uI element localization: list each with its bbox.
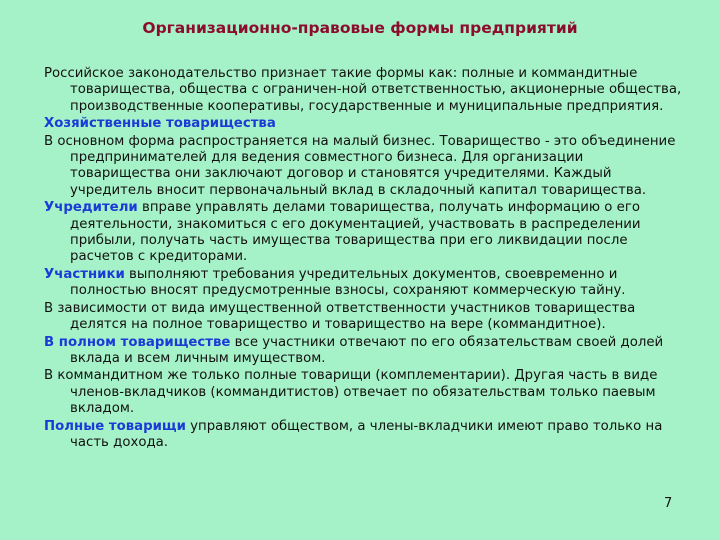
term-founders: Учредители (44, 200, 138, 216)
paragraph-small-business: В основном форма распространяется на малый бизнес. Товарищество - это объединение предпринимателей для ведения совместного бизнеса. Для организации товарищества они заключают договор и становятся учредителями. Каждый учредитель вносит первоначальный вклад в складочный капитал товарищества. (44, 133, 676, 198)
full-partners-text: управляют обществом, а члены-вкладчики имеют право только на часть дохода. (70, 418, 663, 450)
participants-text: выполняют требования учредительных документов, своевременно и полностью вносят предусмотренные взносы, сохраняют коммерческую тайну. (70, 266, 626, 299)
paragraph-full-partners (44, 419, 684, 452)
term-full-partners: Полные товарищи (44, 418, 186, 434)
slide-title: Организационно-правовые формы предприятий (142, 19, 578, 37)
page-number: 7 (664, 496, 673, 511)
paragraph-full-partnership (44, 335, 684, 368)
paragraph-founders (44, 200, 684, 266)
paragraph-participants (44, 267, 684, 300)
section-heading: Хозяйственные товарищества (44, 116, 276, 132)
paragraph-liability-types: В зависимости от вида имущественной ответственности участников товарищества делятся на полное товарищество и товарищество на вере (коммандитное). (44, 300, 636, 333)
term-participants: Участники (44, 266, 125, 282)
founders-text: вправе управлять делами товарищества, получать информацию о его деятельности, знакомиться с его документацией, участвовать в распределении прибыли, получать часть имущества товарищества при его ликвидации после расчетов с кредиторами. (70, 200, 641, 265)
intro-paragraph: Российское законодательство признает такие формы как: полные и коммандитные товарищества, общества с ограничен-ной ответственностью, акционерные общества, производственные кооперативы, государственные и муниципальные предприятия. (44, 66, 682, 114)
full-partnership-text: все участники отвечают по его обязательствам своей долей вклада и всем личным имуществом. (70, 334, 664, 366)
slide-body (44, 66, 684, 452)
term-full-partnership: В полном товариществе (44, 334, 231, 350)
paragraph-limited-partnership: В коммандитном же только полные товарищи (комплементарии). Другая часть в виде членов-вкладчиков (коммандитистов) отвечает по обязательствам только паевым вкладом. (44, 368, 658, 417)
